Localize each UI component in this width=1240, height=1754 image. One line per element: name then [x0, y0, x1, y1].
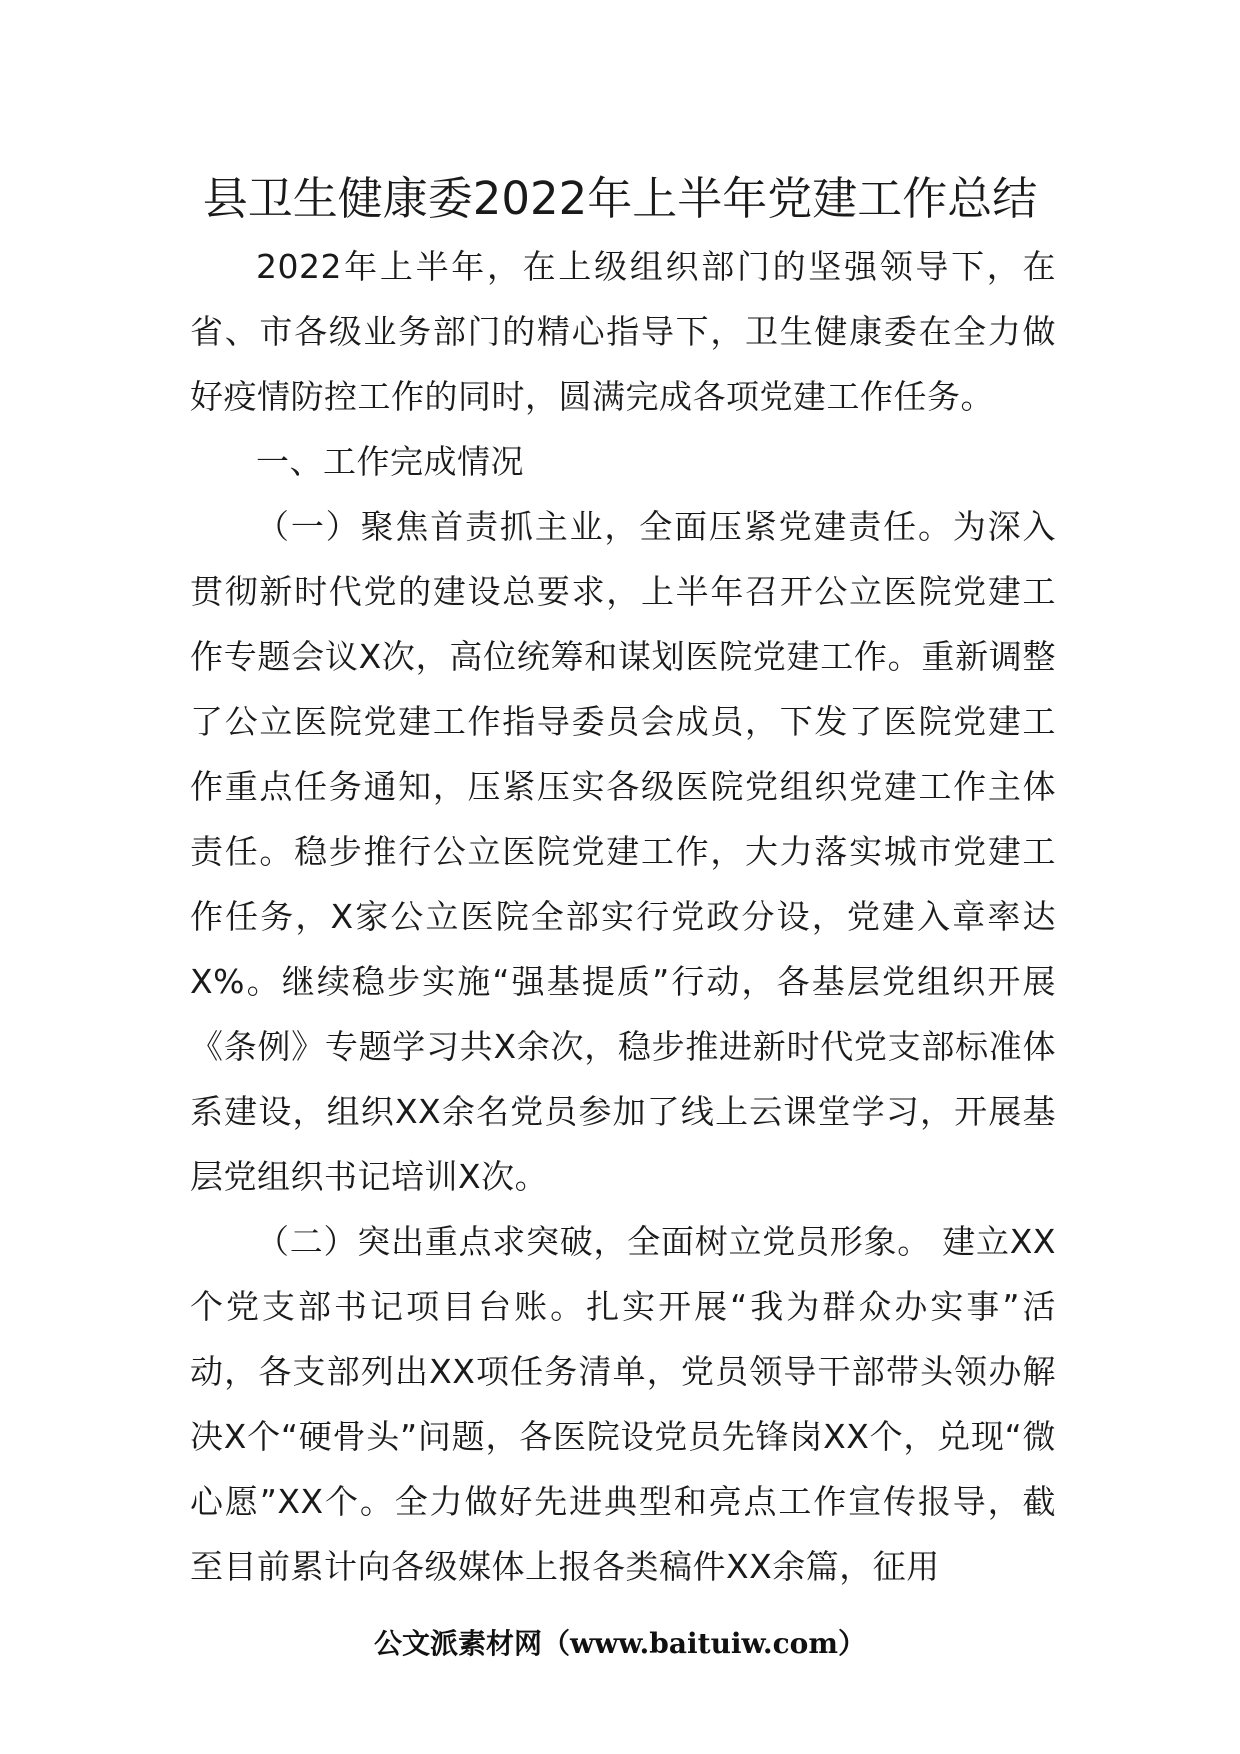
document-title: 县卫生健康委2022年上半年党建工作总结: [202, 172, 1038, 225]
footer-watermark: 公文派素材网（www.baituiw.com）: [374, 1627, 866, 1660]
document-body: [190, 234, 1056, 1599]
section-paragraph-2: （二）突出重点求突破，全面树立党员形象。 建立XX个党支部书记项目台账。扎实开展“我为群众办实事”活动，各支部列出XX项任务清单，党员领导干部带头领办解决X个“硬骨头”问题，各医院设党员先锋岗XX个，兑现“微心愿”XX个。全力做好先进典型和亮点工作宣传报导，截至目前累计向各级媒体上报各类稿件XX余篇，征用: [190, 1222, 1056, 1586]
section-heading: 一、工作完成情况: [256, 442, 524, 481]
section-paragraph-1: （一）聚焦首责抓主业，全面压紧党建责任。为深入贯彻新时代党的建设总要求，上半年召开公立医院党建工作专题会议X次，高位统筹和谋划医院党建工作。重新调整了公立医院党建工作指导委员会成员，下发了医院党建工作重点任务通知，压紧压实各级医院党组织党建工作主体责任。稳步推行公立医院党建工作，大力落实城市党建工作任务，X家公立医院全部实行党政分设，党建入章率达X%。继续稳步实施“强基提质”行动，各基层党组织开展《条例》专题学习共X余次，稳步推进新时代党支部标准体系建设，组织XX余名党员参加了线上云课堂学习，开展基层党组织书记培训X次。: [190, 507, 1056, 1196]
intro-paragraph: 2022年上半年，在上级组织部门的坚强领导下，在省、市各级业务部门的精心指导下，卫生健康委在全力做好疫情防控工作的同时，圆满完成各项党建工作任务。: [190, 247, 1056, 416]
